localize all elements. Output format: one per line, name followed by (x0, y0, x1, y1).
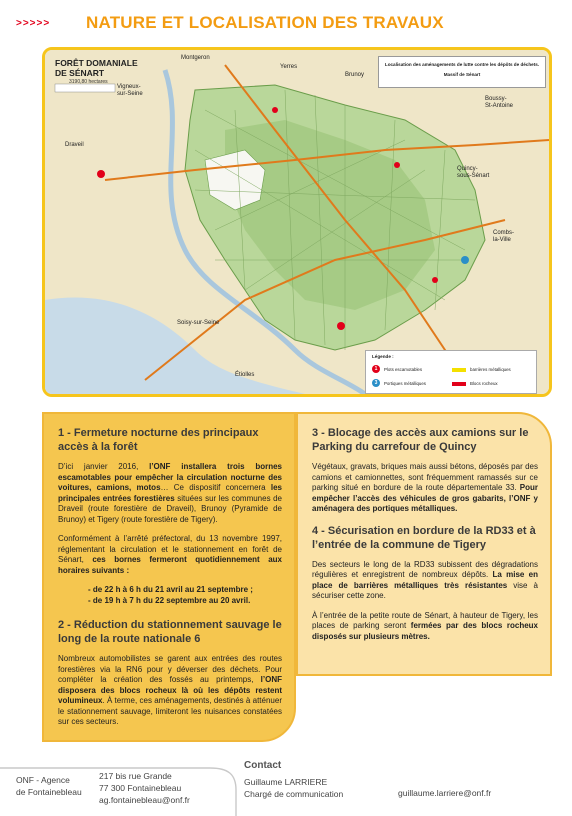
legend-item-2: Portiques métalliques (384, 380, 426, 386)
s4-p1-c: vise à sécuriser cette zone. (312, 580, 539, 600)
section-4-title: 4 - Sécurisation en bordure de la RD33 et à l’entrée de la commune de Tigery (312, 524, 536, 551)
s1-p2-b: ces bornes fermeront quotidiennement aux horaires suivants : (58, 555, 283, 575)
page-title: NATURE ET LOCALISATION DES TRAVAUX (86, 13, 444, 32)
s2-p1-c: . À terme, ces aménagements, destinés à atténuer le stationnement sauvage, limiteront les nuisances constatées sur ces secteurs. (58, 696, 282, 726)
place-quincy (457, 166, 489, 180)
map-title-line2: DE SÉNART (55, 68, 105, 78)
contact-details (244, 776, 343, 800)
org-line1: ONF - Agence (16, 775, 70, 785)
place-combs (493, 230, 514, 244)
place-brunoy: Brunoy (345, 72, 365, 78)
s4-p2-a: À l’entrée de la petite route de Sénart, à hauteur de Tigery, les places de parking seront (312, 610, 538, 630)
forest-map (42, 47, 552, 397)
legend-bar-yellow (452, 368, 466, 372)
marker-red-2 (394, 162, 400, 168)
map-title-line1: FORÊT DOMANIALE (55, 58, 138, 68)
footer-org (16, 774, 82, 798)
addr-email[interactable]: ag.fontainebleau@onf.fr (99, 795, 190, 805)
place-vigneux-1: Vigneux- (117, 84, 141, 90)
place-boussy-2: St-Antoine (485, 103, 514, 109)
marker-red-4 (432, 277, 438, 283)
panel-right-content (312, 426, 538, 651)
place-vigneux-2: sur-Seine (117, 91, 143, 97)
section-1-para-2 (58, 534, 282, 576)
s2-p1-a: Nombreux automobilistes se garent aux entrées des routes forestières via la RN6 pour y déverser des déchets. Pour compléter la création des fossés au printemps, (58, 654, 282, 684)
addr-line1: 217 bis rue Grande (99, 771, 172, 781)
section-4-para-1 (312, 560, 538, 602)
section-4-para-2 (312, 611, 538, 643)
s4-p2-b: fermées par des blocs rocheux disposés sur plusieurs mètres. (312, 621, 538, 641)
place-combs-1: Combs- (493, 230, 515, 236)
contact-title: Contact (244, 760, 282, 771)
place-boussy (485, 96, 513, 110)
panel-left (42, 412, 296, 742)
contact-email[interactable]: guillaume.larriere@onf.fr (398, 788, 492, 798)
place-combs-2: la-Ville (493, 237, 511, 243)
place-etiolles: Étiolles (235, 372, 255, 378)
legend-row-2 (372, 379, 426, 387)
s3-p1-a: Végétaux, gravats, briques mais aussi bétons, déposés par des camions et camionnettes, sont fréquemment ramassés sur ce parking situé en bordure de la route départementale 33. (312, 462, 538, 492)
page-footer (0, 760, 572, 816)
s1-p1-e: situées sur les communes de Draveil (route forestière de Draveil), Brunoy (Pyramide de Brunoy) et Tigery (route forestière de Tigery). (58, 493, 283, 524)
legend-row-1 (372, 365, 422, 373)
s4-p1-a: Des secteurs le long de la RD33 subissent des dégradations régulières et enregistrent de nombreux dépôts. (312, 559, 538, 579)
s3-p1-b: Pour empêcher l’accès des véhicules de gros gabarits, l’ONF y aménagera des portiques métalliques. (312, 483, 538, 513)
map-drawing (45, 50, 549, 394)
map-legend (365, 350, 537, 394)
place-quincy-1: Quincy- (457, 166, 478, 172)
panel-left-content (58, 426, 282, 737)
legend-title: Légende : (372, 354, 394, 359)
legend-row-4 (452, 381, 498, 386)
legend-num-3: 3 (372, 379, 380, 387)
section-3-title: 3 - Blocage des accès aux camions sur le Parking du carrefour de Quincy (312, 427, 529, 453)
schedule-summer: - de 22 h à 6 h du 21 avril au 21 septembre ; (88, 585, 253, 594)
map-note-box (378, 56, 546, 88)
s1-p1-b: l’ONF installera trois bornes escamotables pour empêcher la circulation nocturne des voitures, camions, motos (58, 462, 282, 492)
page-header (16, 12, 556, 38)
place-yerres: Yerres (280, 64, 298, 70)
contact-name: Guillaume LARRIERE (244, 777, 328, 787)
place-montgeron: Montgeron (181, 55, 210, 61)
marker-3 (461, 256, 469, 264)
map-note-sub: Massif de Sénart (443, 72, 481, 77)
legend-row-3 (452, 367, 511, 372)
marker-red-1 (272, 107, 278, 113)
contact-role: Chargé de communication (244, 789, 344, 799)
section-3-para-1 (312, 462, 538, 515)
place-quincy-2: sous-Sénart (457, 173, 490, 179)
legend-item-3: barrières métalliques (470, 367, 511, 372)
place-vigneux (117, 84, 143, 98)
s1-p1-c: … Ce dispositif concernera (160, 483, 271, 492)
marker-red-3 (337, 322, 345, 330)
marker-1 (97, 170, 105, 178)
place-soisy: Soisy-sur-Seine (177, 320, 220, 326)
map-logos (55, 84, 115, 92)
map-area: 3190,80 hectares (69, 79, 108, 85)
section-1-para-1 (58, 462, 282, 525)
org-line2: de Fontainebleau (16, 787, 82, 797)
legend-item-4: Blocs rocheux (470, 381, 498, 386)
header-arrows: >>>>> (16, 18, 51, 29)
legend-num-1: 1 (372, 365, 380, 373)
legend-item-1: Plots escamotables (384, 366, 423, 372)
s4-p1-b: La mise en place de barrières métalliques très résistantes (312, 570, 538, 590)
map-title (55, 58, 138, 78)
footer-address (99, 770, 190, 806)
section-2-title: 2 - Réduction du stationnement sauvage le long de la route nationale 6 (58, 619, 282, 645)
place-draveil: Draveil (65, 142, 84, 148)
map-note: Localisation des aménagements de lutte contre les dépôts de déchets. (384, 62, 540, 67)
section-2-para-1 (58, 654, 282, 728)
legend-bar-red (452, 382, 466, 386)
s1-p1-d: les principales entrées forestières (58, 483, 282, 503)
place-boussy-1: Boussy- (485, 96, 507, 102)
section-1-schedule (88, 585, 282, 606)
panel-right (296, 412, 552, 676)
s1-p1-a: D’ici janvier 2016, (58, 462, 150, 471)
schedule-winter: - de 19 h à 7 h du 22 septembre au 20 avril. (88, 595, 251, 605)
addr-line2: 77 300 Fontainebleau (99, 783, 182, 793)
s1-p2-a: Conformément à l’arrêté préfectoral, du 13 novembre 1997, réglementant la circulation et le stationnement en forêt de Sénart, (58, 534, 282, 564)
s2-p1-b: l’ONF disposera des blocs rocheux là où les dépôts restent volumineux (58, 675, 282, 705)
section-1-title: 1 - Fermeture nocturne des principaux accès à la forêt (58, 427, 259, 453)
